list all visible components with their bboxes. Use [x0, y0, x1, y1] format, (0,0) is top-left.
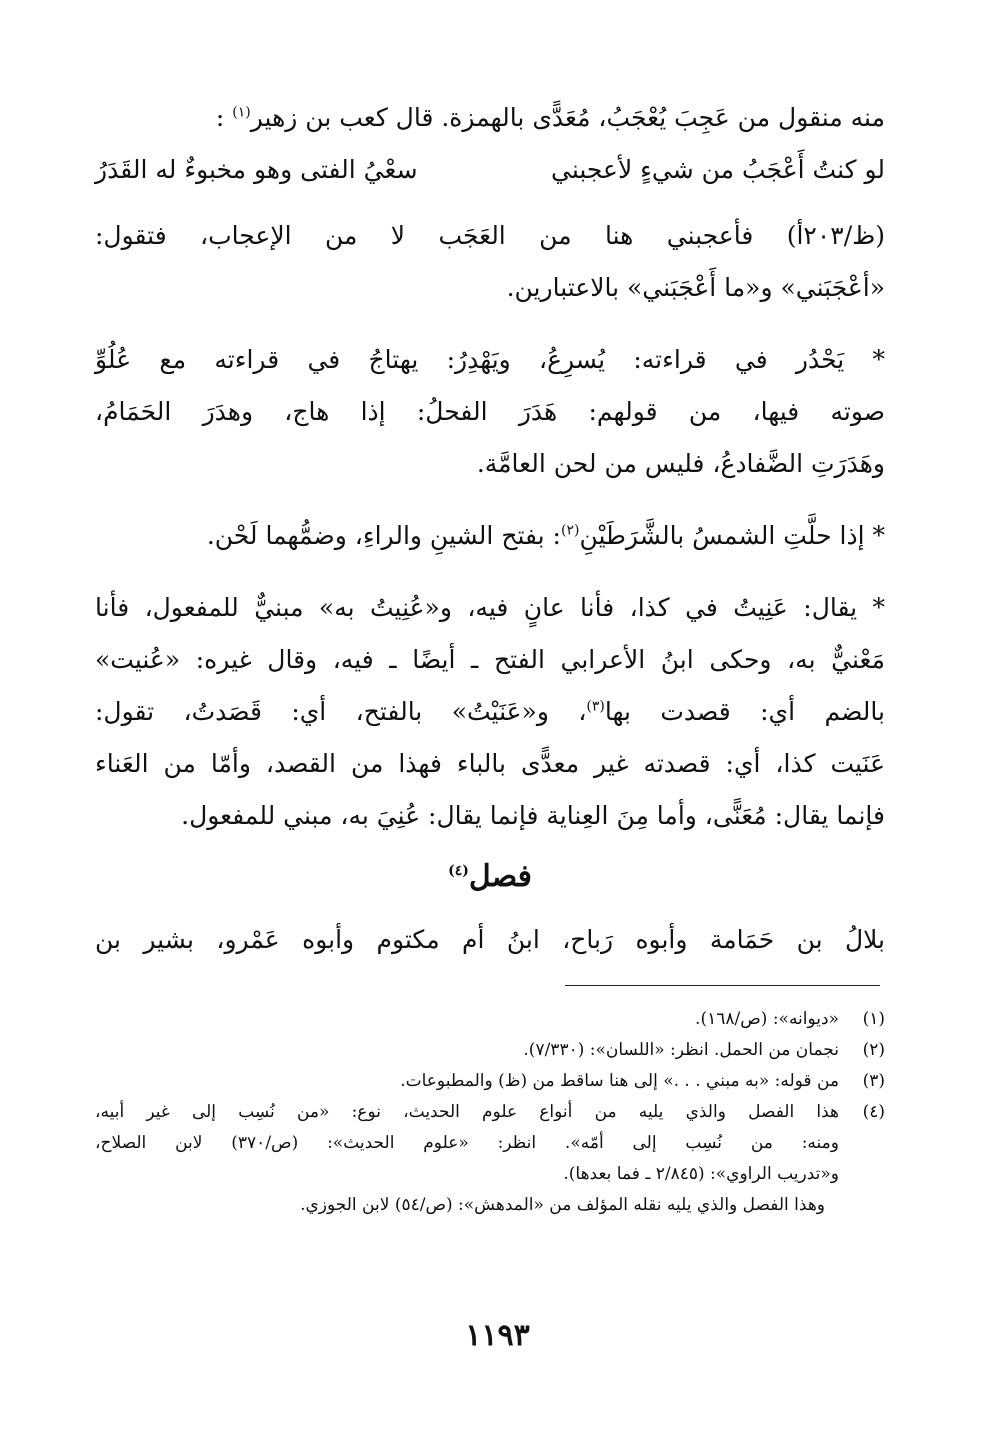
paragraph-line: وهَدَرَتِ الضَّفادعُ، فليس من لحن العامَّة. — [476, 449, 885, 478]
footnote-body — [95, 1004, 839, 1035]
paragraph-line: (ظ/٢٠٣أ) فأعجبني هنا من العَجَب لا من الإعجاب، فتقول: — [95, 221, 885, 250]
page-number: ١١٩٣ — [465, 1318, 530, 1353]
footnote-reference: (٣) — [586, 698, 605, 715]
text-span: بالضم أي: قصدت بها — [604, 697, 885, 726]
paragraph-line: * يَحْدُر في قراءته: يُسرِعُ، ويَهْدِرُ: يهتاجُ في قراءته مع عُلُوِّ — [95, 345, 885, 374]
paragraph-line: فإنما يقال: مُعَنًّى، وأما مِنَ العِناية فإنما يقال: عُنِيَ به، مبني للمفعول. — [181, 801, 885, 830]
footnote-body — [95, 1035, 839, 1066]
paragraph-line: بلالُ بن حَمَامة وأبوه رَباح، ابنُ أم مكتوم وأبوه عَمْرو، بشير بن — [95, 925, 885, 954]
paragraph-line: «أعْجَبَني» و«ما أَعْجَبَني» بالاعتبارين. — [506, 273, 885, 302]
footnote-number: (٤) — [862, 1102, 885, 1122]
paragraph-4 — [95, 510, 885, 562]
text-span: منه منقول من عَجِبَ يُعْجَبُ، مُعَدًّى بالهمزة. قال كعب بن زهير — [250, 103, 885, 132]
paragraph-5 — [95, 582, 885, 842]
main-text — [95, 92, 885, 966]
footnote-1 — [95, 1004, 885, 1035]
verse-second-hemistich: سعْيُ الفتى وهو مخبوءٌ له القَدَرُ — [95, 155, 418, 184]
text-span: : بفتح الشينِ والراءِ، وضمُّهما لَحْن. — [206, 521, 561, 550]
footnote-body — [95, 1097, 839, 1190]
paragraph-1 — [95, 92, 885, 144]
paragraph-line — [95, 510, 885, 562]
footnote-3 — [95, 1066, 885, 1097]
footnote-line: نجمان من الحمل. انظر: «اللسان»: (٧/٣٣٠). — [523, 1040, 839, 1060]
paragraph-1-line — [95, 92, 885, 144]
poetry-verse — [95, 144, 885, 196]
verse-first-hemistich: لو كنتُ أَعْجَبُ من شيءٍ لأعجبني — [550, 155, 885, 184]
footnotes — [95, 1004, 885, 1221]
footnote-line: «ديوانه»: (ص/١٦٨). — [695, 1009, 839, 1029]
footnote-line: هذا الفصل والذي يليه من أنواع علوم الحديث، نوع: «من نُسِب إلى غير أبيه، — [95, 1102, 839, 1122]
paragraph-6 — [95, 914, 885, 966]
paragraph-line: مَعْنيٌّ به، وحكى ابنُ الأعرابي الفتح ـ أيضًا ـ فيه، وقال غيره: «عُنيت» — [95, 645, 885, 674]
paragraph-2 — [95, 210, 885, 314]
footnote-continuation: وهذا الفصل والذي يليه نقله المؤلف من «المدهش»: (ص/٥٤) لابن الجوزي. — [300, 1195, 825, 1215]
footnote-separator — [565, 985, 880, 986]
footnote-4 — [95, 1097, 885, 1190]
paragraph-line — [95, 686, 885, 738]
footnote-body — [95, 1066, 839, 1097]
paragraph-line: صوته فيها، من قولهم: هَدَرَ الفحلُ: إذا هاج، وهدَرَ الحَمَامُ، — [95, 397, 885, 426]
text-span: : — [215, 103, 225, 132]
footnote-line: و«تدريب الراوي»: (٢/٨٤٥ ـ فما بعدها). — [563, 1164, 839, 1184]
text-span: * إذا حلَّتِ الشمسُ بالشَّرَطَيْنِ — [579, 521, 885, 550]
paragraph-3 — [95, 334, 885, 490]
paragraph-line: * يقال: عَنِيتُ في كذا، فأنا عانٍ فيه، و«عُنِيتُ به» مبنيٌّ للمفعول، فأنا — [95, 593, 885, 622]
footnote-reference: (٤) — [448, 863, 469, 879]
footnote-line: ومنه: من نُسِب إلى أمّه». انظر: «علوم الحديث»: (ص/٣٧٠) لابن الصلاح، — [95, 1133, 839, 1153]
footnote-reference: (٢) — [560, 522, 580, 539]
footnote-reference: (١) — [232, 104, 251, 121]
footnote-line: من قوله: «به مبني . . .» إلى هنا ساقط من (ظ) والمطبوعات. — [400, 1071, 839, 1091]
footnote-number: (٣) — [862, 1071, 885, 1091]
section-heading — [95, 846, 885, 908]
footnote-number: (١) — [862, 1009, 885, 1029]
text-span: ، و«عَنَيْتُ» بالفتح، أي: قَصَدتُ، تقول: — [95, 697, 587, 726]
section-heading-title: فصل — [468, 859, 532, 894]
paragraph-line: عَنَيت كذا، أي: قصدته غير معدًّى بالباء فهذا من القصد، وأمّا من العَناء — [95, 749, 885, 778]
footnote-2 — [95, 1035, 885, 1066]
footnote-number: (٢) — [862, 1040, 885, 1060]
